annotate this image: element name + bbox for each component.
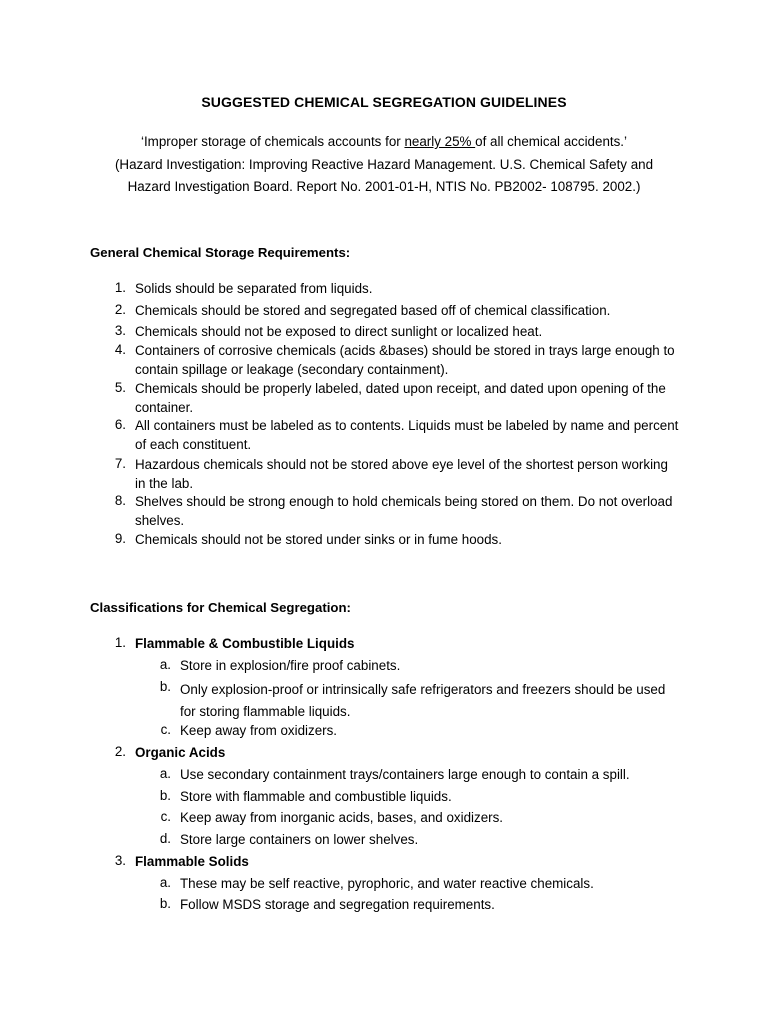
sub-letter: a. <box>159 875 171 890</box>
sub-text: Store with flammable and combustible liquids. <box>180 789 452 804</box>
sub-letter: b. <box>159 788 171 803</box>
quote-after: of all chemical accidents.’ <box>475 134 628 149</box>
page-title: SUGGESTED CHEMICAL SEGREGATION GUIDELINES <box>201 94 567 110</box>
list-number: 2. <box>114 302 126 317</box>
sub-text: Keep away from inorganic acids, bases, and oxidizers. <box>180 810 504 825</box>
sub-letter: b. <box>159 896 171 911</box>
list-number: 5. <box>114 380 126 395</box>
list-text: Solids should be separated from liquids. <box>135 281 373 296</box>
list-text: Hazardous chemicals should not be stored above eye level of the shortest person working in the lab. <box>135 457 668 491</box>
list-number: 7. <box>114 456 126 471</box>
group-name: Flammable Solids <box>135 854 249 869</box>
sub-text: Follow MSDS storage and segregation requirements. <box>180 897 495 912</box>
list-text: Chemicals should be properly labeled, dated upon receipt, and dated upon opening of the container. <box>135 381 666 415</box>
list-text: Chemicals should not be stored under sinks or in fume hoods. <box>135 532 502 547</box>
sub-text: These may be self reactive, pyrophoric, and water reactive chemicals. <box>180 876 594 891</box>
citation-line-2: Hazard Investigation Board. Report No. 2001-01-H, NTIS No. PB2002- 108795. 2002.) <box>127 179 641 194</box>
sub-text: Store in explosion/fire proof cabinets. <box>180 658 401 673</box>
sub-text: Only explosion-proof or intrinsically safe refrigerators and freezers should be used for storing flammable liquids. <box>180 682 666 719</box>
classifications-heading: Classifications for Chemical Segregation: <box>90 600 351 615</box>
group-number: 2. <box>114 744 126 759</box>
list-number: 8. <box>114 493 126 508</box>
list-number: 3. <box>114 323 126 338</box>
list-text: Chemicals should not be exposed to direct sunlight or localized heat. <box>135 324 543 339</box>
sub-letter: c. <box>160 809 171 824</box>
sub-letter: d. <box>159 831 171 846</box>
list-number: 4. <box>114 342 126 357</box>
group-name: Organic Acids <box>135 745 226 760</box>
list-number: 1. <box>114 280 126 295</box>
list-number: 6. <box>114 417 126 432</box>
sub-text: Store large containers on lower shelves. <box>180 832 419 847</box>
general-heading: General Chemical Storage Requirements: <box>90 245 351 260</box>
list-text: All containers must be labeled as to contents. Liquids must be labeled by name and percent of each constituent. <box>135 418 679 452</box>
group-number: 1. <box>114 635 126 650</box>
quote-underlined: nearly 25% <box>404 134 476 149</box>
citation-line-1: (Hazard Investigation: Improving Reactive Hazard Management. U.S. Chemical Safety and <box>114 156 654 172</box>
sub-letter: c. <box>160 722 171 737</box>
list-number: 9. <box>114 531 126 546</box>
quote-line <box>60 131 708 154</box>
quote-block <box>60 131 708 199</box>
list-text: Shelves should be strong enough to hold chemicals being stored on them. Do not overload shelves. <box>135 494 673 528</box>
sub-letter: a. <box>159 766 171 781</box>
sub-text: Use secondary containment trays/containers large enough to contain a spill. <box>180 767 630 782</box>
sub-letter: b. <box>159 679 171 694</box>
group-name: Flammable & Combustible Liquids <box>135 636 355 651</box>
sub-text: Keep away from oxidizers. <box>180 723 338 738</box>
group-number: 3. <box>114 853 126 868</box>
sub-letter: a. <box>159 657 171 672</box>
list-text: Chemicals should be stored and segregated based off of chemical classification. <box>135 303 611 318</box>
quote-before: ‘Improper storage of chemicals accounts for <box>140 134 405 149</box>
list-text: Containers of corrosive chemicals (acids &bases) should be stored in trays large enough to contain spillage or leakage (secondary containment). <box>135 343 675 377</box>
